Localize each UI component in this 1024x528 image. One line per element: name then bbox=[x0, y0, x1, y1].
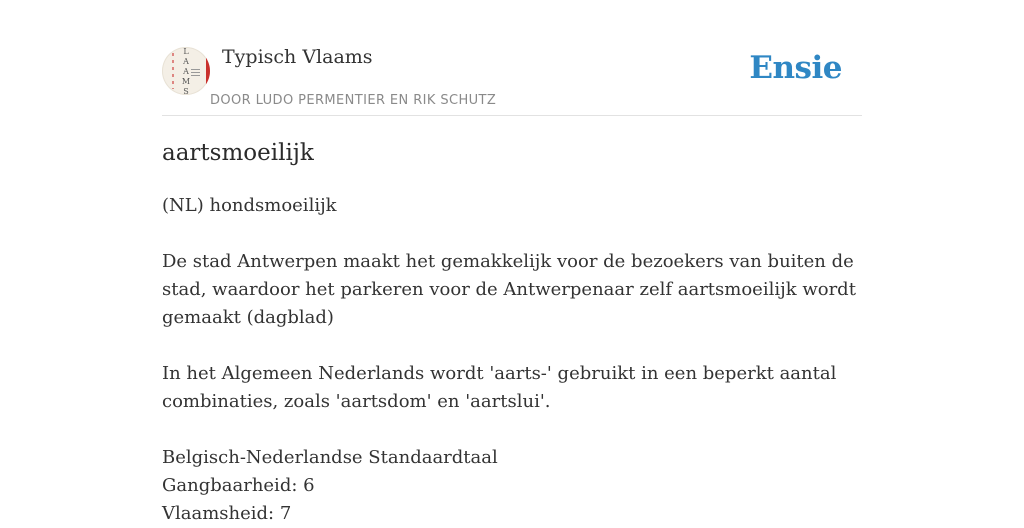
stat-register: Belgisch-Nederlandse Standaardtaal bbox=[162, 447, 498, 468]
logo-decoration bbox=[172, 53, 174, 89]
logo-lines bbox=[191, 69, 200, 77]
page-container bbox=[162, 0, 862, 524]
entry-body bbox=[162, 192, 862, 528]
dictionary-logo[interactable] bbox=[162, 47, 210, 95]
stat-vlaamsheid: Vlaamsheid: 7 bbox=[162, 503, 292, 524]
logo-stripe bbox=[206, 55, 210, 87]
entry-word: aartsmoeilijk bbox=[162, 140, 314, 166]
ensie-logo[interactable]: Ensie bbox=[749, 50, 842, 86]
entry-stats bbox=[162, 444, 862, 528]
definition-paragraph: (NL) hondsmoeilijk bbox=[162, 195, 337, 216]
note-paragraph: In het Algemeen Nederlands wordt 'aarts-' gebruikt in een beperkt aantal combinaties, zoals 'aartsdom' en 'aartslui'. bbox=[162, 363, 837, 412]
stat-gangbaarheid: Gangbaarheid: 6 bbox=[162, 475, 315, 496]
header bbox=[162, 0, 862, 116]
author-byline: DOOR LUDO PERMENTIER EN RIK SCHUTZ bbox=[210, 93, 497, 108]
dictionary-title[interactable]: Typisch Vlaams bbox=[222, 46, 373, 68]
example-paragraph: De stad Antwerpen maakt het gemakkelijk voor de bezoekers van buiten de stad, waardoor het parkeren voor de Antwerpenaar zelf aartsmoeilijk wordt gemaakt (dagblad) bbox=[162, 251, 856, 328]
logo-letters: L A A M S bbox=[181, 47, 191, 95]
